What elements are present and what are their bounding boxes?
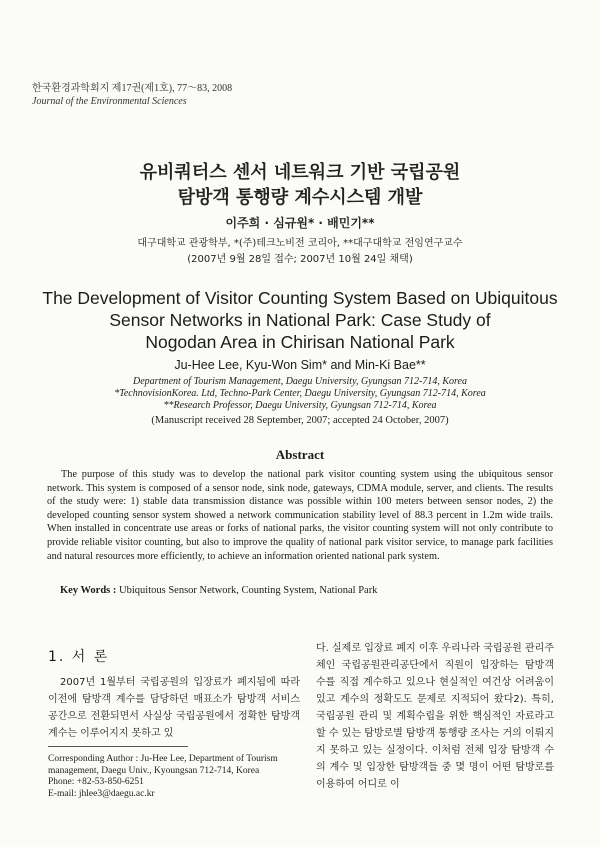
footnote-phone: Phone: +82-53-850-6251 bbox=[48, 777, 144, 787]
english-affiliations bbox=[0, 376, 600, 412]
left-column bbox=[48, 674, 300, 742]
manuscript-received-date: (Manuscript received 28 September, 2007; accepted 24 October, 2007) bbox=[151, 415, 449, 426]
korean-title bbox=[0, 160, 600, 210]
keywords-text: Ubiquitous Sensor Network, Counting System, National Park bbox=[119, 585, 378, 596]
footnote-divider bbox=[48, 746, 188, 747]
journal-name: Journal of the Environmental Sciences bbox=[32, 96, 187, 107]
affiliation-2: *TechnovisionKorea. Ltd, Techno-Park Center, Daegu University, Gyungsan 712-714, Korea bbox=[114, 388, 486, 399]
abstract-body bbox=[47, 468, 553, 563]
footnote-line-2: management, Daegu Univ., Kyoungsan 712-714, Korea bbox=[48, 765, 260, 776]
footnote-line-1: Corresponding Author : Ju-Hee Lee, Department of Tourism bbox=[48, 754, 278, 764]
english-title-line-2: Sensor Networks in National Park: Case Study of bbox=[109, 310, 491, 330]
section-title-introduction: 1. 서 론 bbox=[48, 649, 110, 665]
english-title bbox=[0, 287, 600, 353]
korean-title-line-2: 탐방객 통행량 계수시스템 개발 bbox=[177, 187, 423, 208]
korean-authors: 이주희 · 심규원* · 배민기** bbox=[225, 216, 375, 230]
right-column-text: 다. 실제로 입장료 폐지 이후 우리나라 국립공원 관리주체인 국립공원관리공단에서 직원이 입장하는 탐방객 수를 직접 계수하고 있으나 현실적인 여건상 어려움이 있고 계수의 정확도도 문제로 지적되어 왔다2). 특히, 국립공원 관리 및 계획수립을 위한 핵심적인 자료라고 할 수 있는 탐방로별 탐방객 통행량 조사는 거의 이뤄지지 못하고 있는 실정이다. 이처럼 전체 입장 탐방객 수의 계수 및 입장한 탐방객들 중 몇 명이 어떤 탐방로를 이용하여 어디로 이 bbox=[316, 643, 554, 790]
keywords-label: Key Words : bbox=[60, 585, 117, 596]
journal-header bbox=[32, 82, 232, 108]
korean-affiliations: 대구대학교 관광학부, *(주)테크노비전 코리아, **대구대학교 전임연구교수 bbox=[137, 238, 463, 249]
corresponding-author-footnote bbox=[48, 754, 308, 800]
english-title-line-3: Nogodan Area in Chirisan National Park bbox=[145, 332, 455, 352]
keywords-line bbox=[60, 585, 377, 596]
footnote-email: E-mail: jhlee3@daegu.ac.kr bbox=[48, 788, 155, 799]
english-authors: Ju-Hee Lee, Kyu-Won Sim* and Min-Ki Bae** bbox=[174, 358, 426, 372]
english-title-line-1: The Development of Visitor Counting System Based on Ubiquitous bbox=[42, 288, 558, 308]
korean-received-date: (2007년 9월 28일 접수; 2007년 10월 24일 채택) bbox=[187, 254, 413, 265]
journal-reference: 한국환경과학회지 제17권(제1호), 77～83, 2008 bbox=[32, 83, 233, 94]
affiliation-3: **Research Professor, Daegu University, Gyungsan 712-714, Korea bbox=[163, 400, 437, 411]
affiliation-1: Department of Tourism Management, Daegu University, Gyungsan 712-714, Korea bbox=[133, 376, 467, 387]
korean-title-line-1: 유비쿼터스 센서 네트워크 기반 국립공원 bbox=[139, 162, 461, 183]
abstract-text: The purpose of this study was to develop the national park visitor counting system using the ubiquitous sensor network. This system is composed of a sensor node, sink node, gateways, CDMA module, server, and clients. The results of the study were: 1) stable data transmission distance was possible within 100 meters between sensor nodes, 2) the developed counting sensor system showed a network communication stability level of 88.3 percent in 1.2m wide trails. When installed in concentrate use areas or forks of national parks, the visitor counting system will not only contribute to provide reliable visitor counting, but also to improve the quality of national park visitor service, to manage park facilities and natural resources more efficiently, to achieve an information oriented national park system. bbox=[47, 469, 553, 562]
right-column bbox=[316, 640, 554, 793]
abstract-heading: Abstract bbox=[275, 447, 325, 462]
left-column-text: 2007년 1월부터 국립공원의 입장료가 폐지됨에 따라 이전에 탐방객 계수를 담당하던 매표소가 탐방객 서비스 공간으로 전환되면서 사실상 국립공원에서 정확한 탐방객 계수는 이루어지지 못하고 있 bbox=[48, 677, 300, 739]
